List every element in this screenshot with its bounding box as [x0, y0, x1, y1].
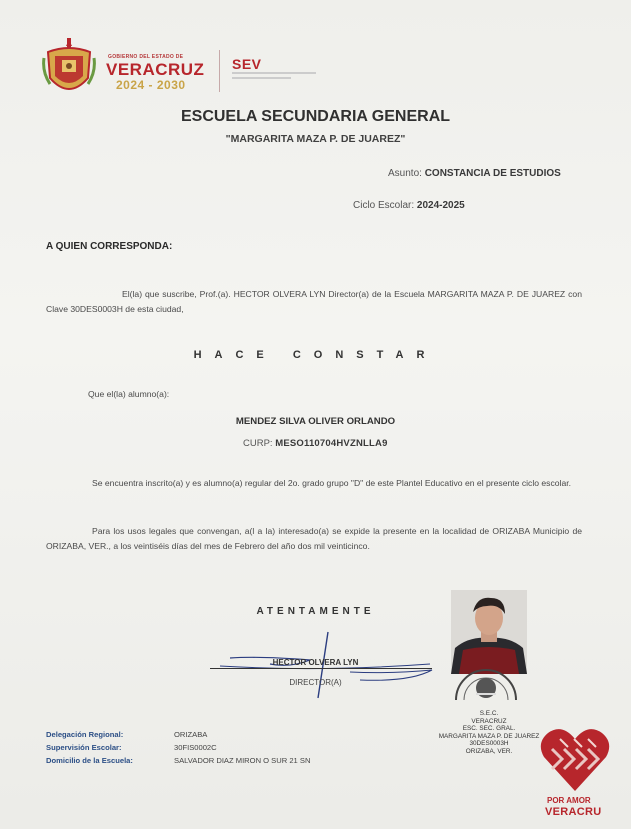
seal-line: ORIZABA, VER. [465, 747, 513, 755]
asunto-value: CONSTANCIA DE ESTUDIOS [424, 168, 561, 179]
asunto-line [388, 168, 561, 179]
brand-tagline-top: POR AMOR [547, 796, 591, 805]
brand-tagline-bottom: VERACRU [545, 806, 602, 818]
signature-line [210, 668, 432, 669]
sev-logo-text: SEV [232, 56, 262, 72]
official-seal [454, 660, 518, 708]
director-title: DIRECTOR(A) [289, 678, 342, 687]
government-label: GOBIERNO DEL ESTADO DE [108, 54, 184, 60]
atentamente-heading: ATENTAMENTE [256, 606, 375, 617]
intro-paragraph: El(la) que suscribe, Prof.(a). HECTOR OLVERA LYN Director(a) de la Escuela MARGARITA MAZA P. DE JUAREZ con Clave 30DES0003H de esta ciudad, [46, 289, 582, 314]
seal-line: S.E.C. [479, 710, 499, 717]
student-name: MENDEZ SILVA OLIVER ORLANDO [235, 416, 396, 427]
ciclo-label: Ciclo Escolar: [353, 200, 415, 211]
veracruz-coat-of-arms-logo [42, 38, 96, 100]
supervision-label: Supervisión Escolar: [46, 743, 122, 752]
curp-label: CURP: [243, 438, 273, 449]
seal-line: 30DES0003H [469, 740, 509, 747]
school-subname: "MARGARITA MAZA P. DE JUAREZ" [225, 133, 406, 145]
delegacion-label: Delegación Regional: [46, 730, 124, 739]
header-divider [219, 50, 220, 92]
curp-line [243, 438, 388, 449]
asunto-label: Asunto: [388, 168, 422, 179]
hace-constar-heading: HACE CONSTAR [193, 349, 438, 361]
state-name: VERACRUZ [106, 60, 205, 79]
administration-years: 2024 - 2030 [116, 78, 186, 92]
sev-subtitle-lines [232, 72, 316, 84]
domicilio-value: SALVADOR DIAZ MIRON O SUR 21 SN [174, 756, 311, 765]
curp-value: MESO110704HVZNLLA9 [275, 438, 388, 449]
seal-line: ESC. SEC. GRAL. [462, 725, 516, 732]
enrollment-paragraph: Se encuentra inscrito(a) y es alumno(a) regular del 2o. grado grupo "D" de este Plantel Educativo en el presente ciclo escolar. [92, 478, 572, 488]
issuance-paragraph: Para los usos legales que convengan, a(l a la) interesado(a) se expide la presente en la localidad de ORIZABA Municipio de ORIZABA, VER., a los veintiséis días del mes de Febrero del año dos mil veinticinco. [46, 526, 582, 551]
domicilio-label: Domicilio de la Escuela: [46, 756, 133, 765]
seal-line: VERACRUZ [471, 717, 507, 725]
school-name: ESCUELA SECUNDARIA GENERAL [180, 108, 451, 125]
delegacion-value: ORIZABA [174, 730, 208, 739]
ciclo-line [353, 200, 465, 211]
seal-line: MARGARITA MAZA P. DE JUAREZ [438, 732, 540, 740]
director-name: HECTOR OLVERA LYN [272, 658, 359, 667]
salutation: A QUIEN CORRESPONDA: [46, 241, 173, 252]
supervision-value: 30FIS0002C [174, 743, 217, 752]
student-intro: Que el(la) alumno(a): [88, 389, 170, 399]
heart-logo-icon [540, 727, 610, 793]
ciclo-value: 2024-2025 [416, 200, 465, 211]
